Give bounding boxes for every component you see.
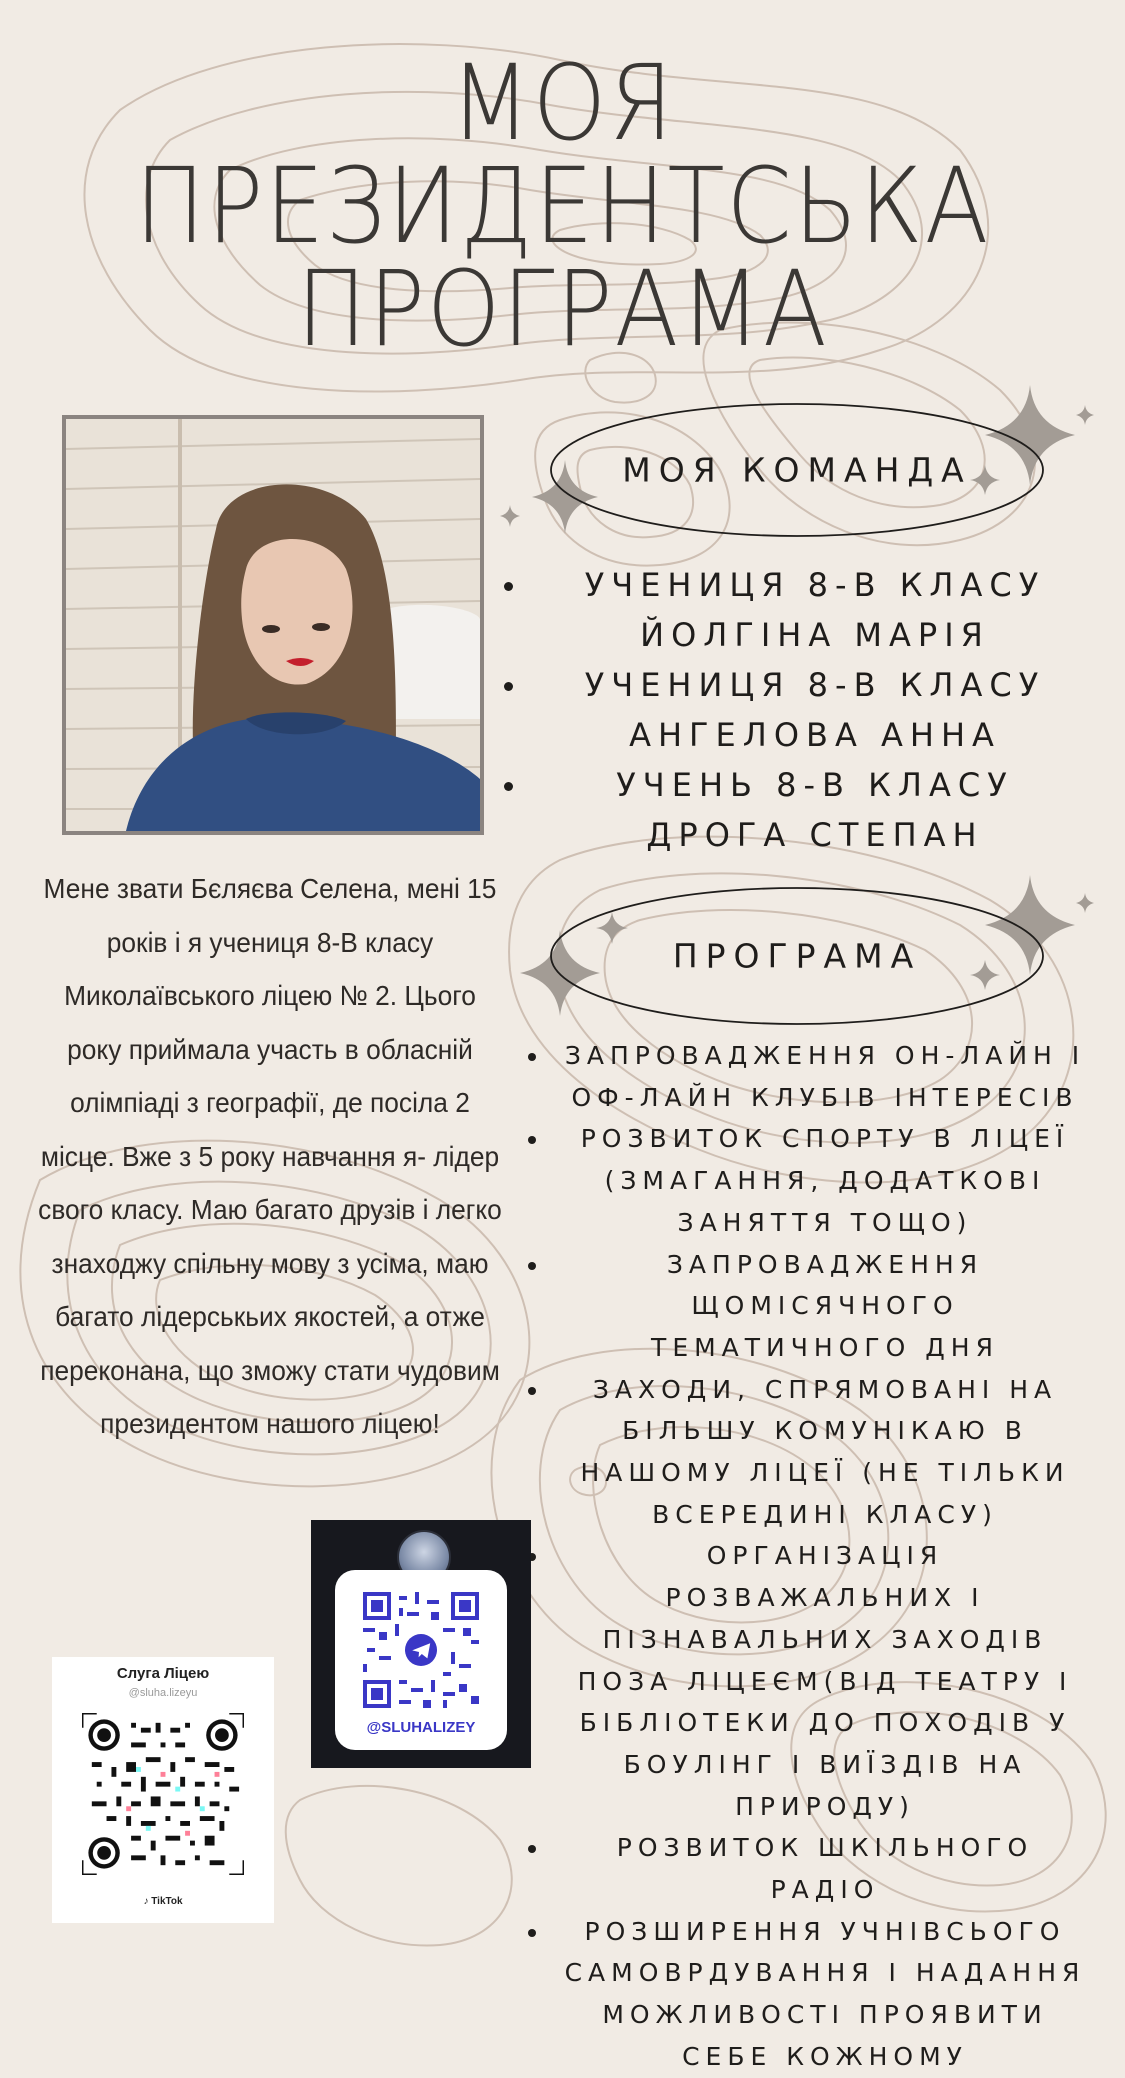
tiktok-qr-card[interactable] [52,1657,274,1923]
candidate-photo [62,415,484,835]
program-item-1: ЗАПРОВАДЖЕННЯ ОН-ЛАЙН І ОФ-ЛАЙН КЛУБІВ ІНТЕРЕСІВ [530,1035,1090,1118]
title-line-3: ПРОГРАМА [296,248,829,370]
page-title [56,42,1069,370]
program-item-5: ОРГАНІЗАЦІЯ РОЗВАЖАЛЬНИХ І ПІЗНАВАЛЬНИХ ЗАХОДІВ ПОЗА ЛІЦЕЄМ(ВІД ТЕАТРУ І БІБЛІОТЕКИ ДО ПОХОДІВ У БОУЛІНГ І ВИЇЗДІВ НА ПРИРОДУ) [530,1535,1090,1827]
team-heading-label: МОЯ КОМАНДА [622,450,972,490]
tiktok-logo-label: TikTok [151,1896,183,1907]
team-heading [548,400,1046,540]
program-item-6: РОЗВИТОК ШКІЛЬНОГО РАДІО [530,1827,1090,1910]
telegram-qr-code[interactable] [363,1592,479,1708]
tiktok-note-icon: ♪ [143,1896,149,1907]
program-item-7: РОЗШИРЕННЯ УЧНІВСЬОГО САМОВРДУВАННЯ І НАДАННЯ МОЖЛИВОСТІ ПРОЯВИТИ СЕБЕ КОЖНОМУ [530,1911,1090,2078]
program-item-2: РОЗВИТОК СПОРТУ В ЛІЦЕЇ (ЗМАГАННЯ, ДОДАТКОВІ ЗАНЯТТЯ ТОЩО) [530,1118,1090,1243]
telegram-qr-panel [335,1570,507,1750]
team-member-3: УЧЕНЬ 8-В КЛАСУ ДРОГА СТЕПАН [500,760,1090,860]
team-list [500,560,1090,860]
tiktok-logo [52,1896,274,1907]
program-list [530,1035,1090,2078]
telegram-qr-card[interactable] [311,1520,531,1768]
tiktok-qr-code[interactable] [82,1713,244,1875]
program-heading-label: ПРОГРАМА [672,936,922,976]
team-member-1: УЧЕНИЦЯ 8-В КЛАСУ ЙОЛГІНА МАРІЯ [500,560,1090,660]
tiktok-username[interactable]: @sluha.lizeyu [128,1687,198,1699]
title-line-2: ПРЕЗИДЕНТСЬКА [134,145,991,267]
candidate-bio: Мене звати Бєляєва Селена, мені 15 років і я учениця 8-В класу Миколаївського ліцею № 2. Цього року приймала участь в обласній олімпіаді з географії, де посіла 2 місце. Вже з 5 року навчання я- лідер свого класу. Маю багато друзів і легко знаходжу спільну мову з усіма, маю багато лідерськьих якостей, а отже переконана, що зможу стати чудовим президентом нашого ліцею! [38,873,502,1439]
program-item-3: ЗАПРОВАДЖЕННЯ ЩОМІСЯЧНОГО ТЕМАТИЧНОГО ДНЯ [530,1244,1090,1369]
telegram-handle[interactable]: @SLUHALIZEY [366,1719,476,1736]
title-line-1: МОЯ [450,42,675,164]
program-item-4: ЗАХОДИ, СПРЯМОВАНІ НА БІЛЬШУ КОМУНІКАЮ В НАШОМУ ЛІЦЕЇ (НЕ ТІЛЬКИ ВСЕРЕДИНІ КЛАСУ) [530,1369,1090,1536]
tiktok-account-name: Слуга Ліцею [116,1665,210,1682]
team-member-2: УЧЕНИЦЯ 8-В КЛАСУ АНГЕЛОВА АННА [500,660,1090,760]
program-heading [548,886,1046,1026]
